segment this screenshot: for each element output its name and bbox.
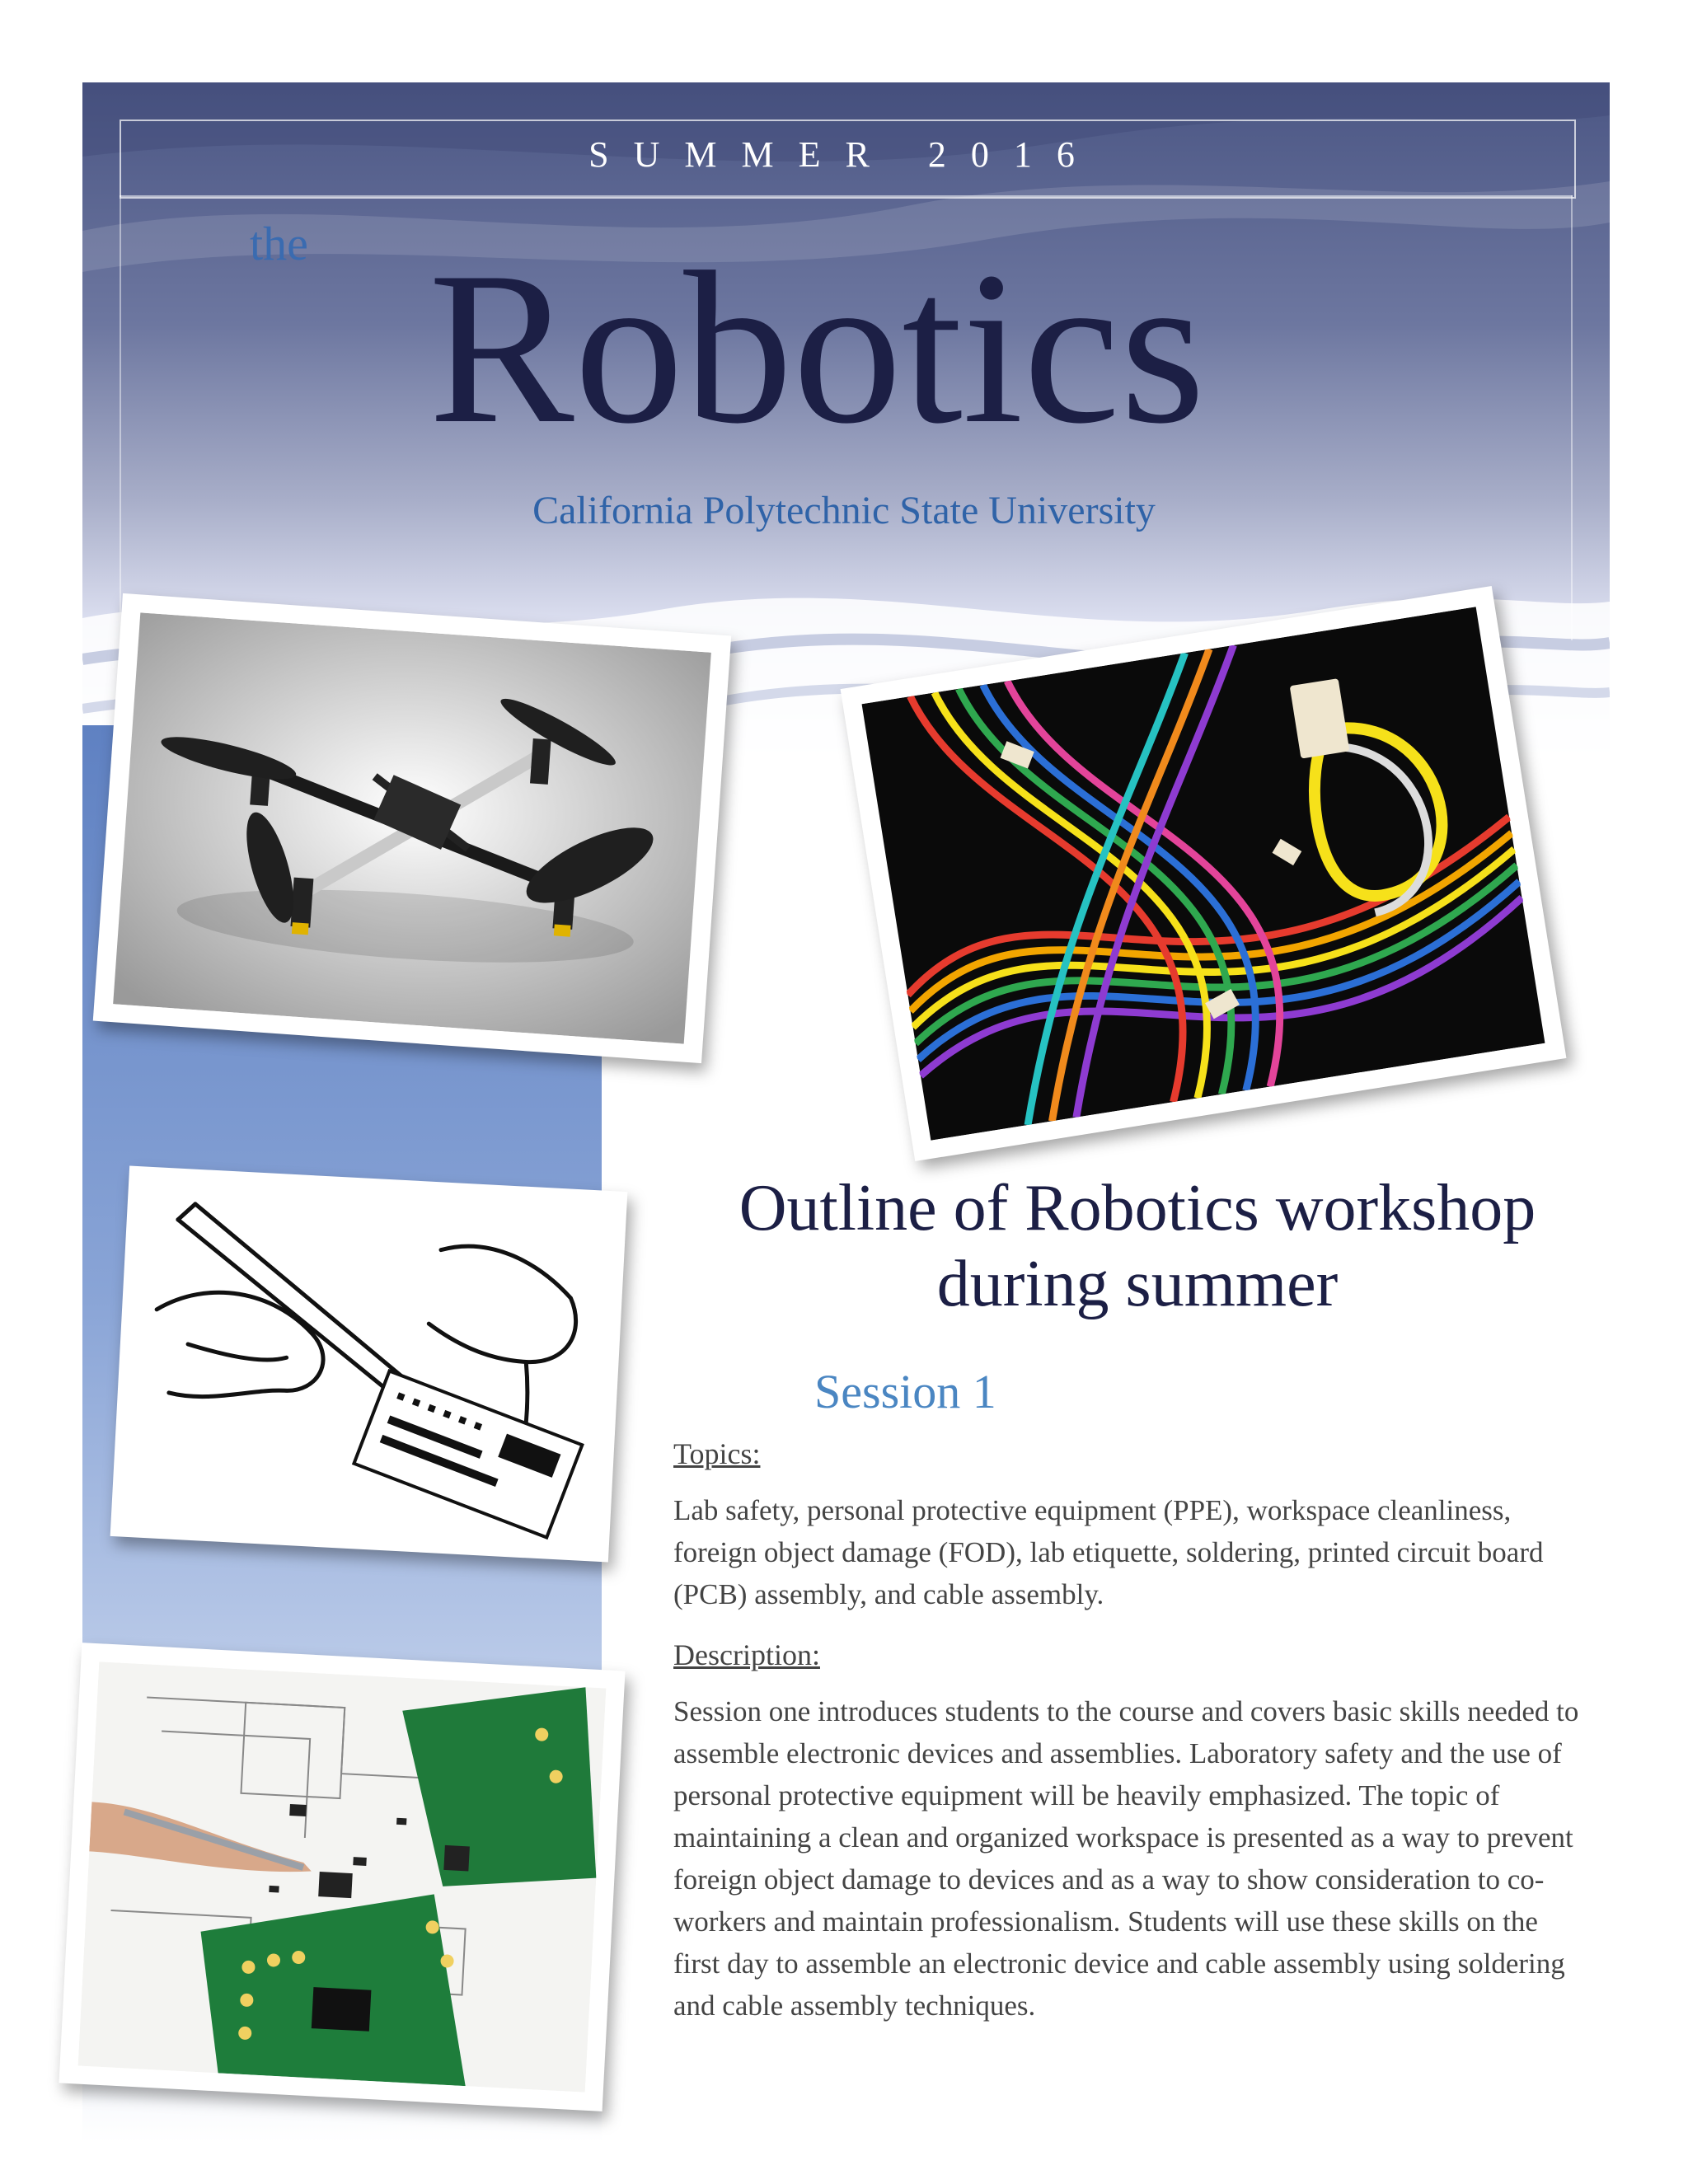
header-frame-divider <box>120 195 1573 197</box>
quadcopter-image <box>112 612 712 1043</box>
header-frame-right <box>1571 195 1573 640</box>
colored-wires-photo <box>841 586 1567 1161</box>
description-label: Description: <box>673 1638 820 1671</box>
circuit-board-image <box>78 1661 607 2093</box>
quadcopter-photo <box>93 593 731 1063</box>
soldering-sketch-image <box>129 1185 608 1544</box>
masthead-title: Robotics <box>429 227 1206 469</box>
masthead-prefix: the <box>250 217 308 270</box>
university-name: California Polytechnic State University <box>532 489 1156 532</box>
colored-wires-image <box>861 607 1546 1141</box>
soldering-sketch-photo <box>110 1165 628 1562</box>
topics-label: Topics: <box>673 1437 761 1470</box>
session-heading: Session 1 <box>814 1365 996 1418</box>
topics-text: Lab safety, personal protective equipment (PPE), workspace cleanliness, foreign object damage (FOD), lab etiquette, soldering, printed circuit board (PCB) assembly, and cable assembly. <box>673 1494 1544 1610</box>
header-frame-left <box>120 195 121 640</box>
outline-title: Outline of Robotics workshop during summer <box>738 1172 1536 1320</box>
issue-season: SUMMER 2016 <box>588 134 1100 175</box>
circuit-board-photo <box>59 1643 625 2111</box>
description-text: Session one introduces students to the course and covers basic skills needed to assemble electronic devices and assemblies. Laboratory safety and the use of personal protective equipment will be heavily emphasized. The topic of maintaining a clean and organized workspace is presented as a way to prevent foreign object damage to devices and as a way to show consideration to co-workers and maintain professionalism. Students will use these skills on the first day to assemble an electronic device and cable assembly using soldering and cable assembly techniques. <box>673 1695 1579 2022</box>
